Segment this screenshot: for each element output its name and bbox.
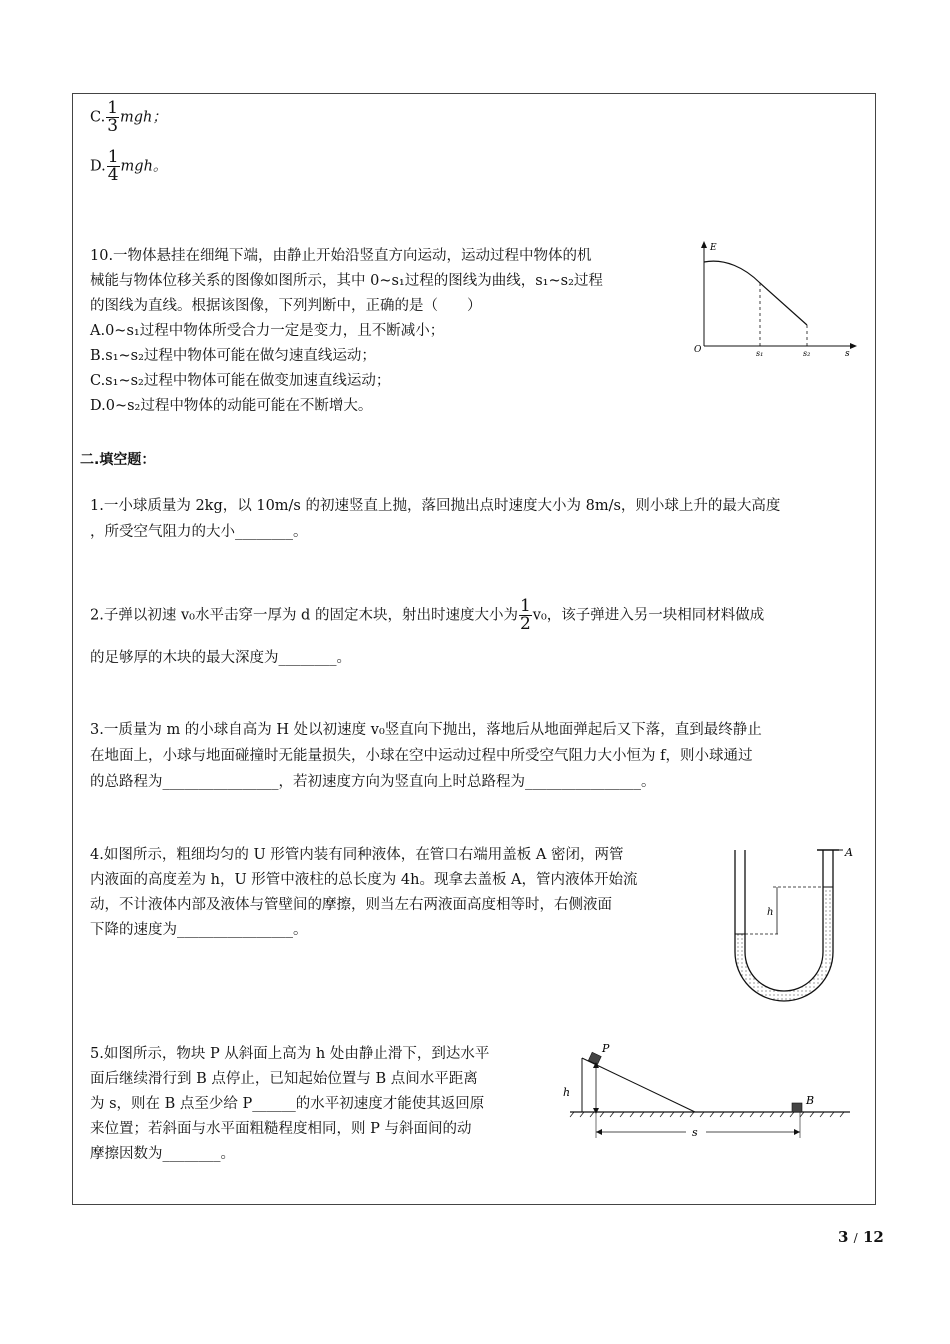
incline-figure xyxy=(560,1040,855,1145)
q10-stem-line2: 械能与物体位移关系的图像如图所示，其中 0~s₁过程的图线为曲线，s₁~s₂过程 xyxy=(90,273,603,289)
incline-label-b: B xyxy=(806,1094,815,1107)
energy-displacement-graph xyxy=(690,238,865,363)
fill2-line1: 2.子弹以初速 v₀水平击穿一厚为 d 的固定木块，射出时速度大小为 $\frac{1}{2}$ v₀，该子弹进入另一块相同材料做成 xyxy=(90,596,765,634)
q10-option-a: A.0~s₁过程中物体所受合力一定是变力，且不断减小； xyxy=(90,323,445,339)
graph-x-label: s xyxy=(845,349,850,359)
fill4-line3: 动，不计液体内部及液体与管壁间的摩擦，则当左右两液面高度相等时，右侧液面 xyxy=(90,897,612,913)
fill5-line3: 为 s，则在 B 点至少给 P______的水平初速度才能使其返回原 xyxy=(90,1096,485,1112)
section-heading-fill-blank: 二.填空题： xyxy=(80,452,156,468)
fill3-line2: 在地面上，小球与地面碰撞时无能量损失，小球在空中运动过程中所受空气阻力大小恒为 f，则小球通过 xyxy=(90,748,753,764)
fill5-line1: 5.如图所示，物块 P 从斜面上高为 h 处由静止滑下，到达水平 xyxy=(90,1046,490,1062)
u-tube-label-a: A xyxy=(845,846,853,859)
q10-option-d: D.0~s₂过程中物体的动能可能在不断增大。 xyxy=(90,398,373,414)
fraction: $\frac{1}{3}$ xyxy=(107,98,119,136)
q9-option-c: C. $\frac{1}{3}$ mgh； xyxy=(90,98,167,136)
fill5-line5: 摩擦因数为________。 xyxy=(90,1146,235,1162)
fill4-line2: 内液面的高度差为 h，U 形管中液柱的总长度为 4h。现拿去盖板 A，管内液体开始流 xyxy=(90,872,638,888)
fill2-line2: 的足够厚的木块的最大深度为________。 xyxy=(90,650,351,666)
page-number: 3 / 12 xyxy=(838,1228,884,1246)
graph-origin-label: O xyxy=(694,345,702,355)
q10-option-b: B.s₁~s₂过程中物体可能在做匀速直线运动； xyxy=(90,348,376,364)
fill4-line1: 4.如图所示，粗细均匀的 U 形管内装有同种液体，在管口右端用盖板 A 密闭，两管 xyxy=(90,847,624,863)
u-tube-figure xyxy=(725,842,865,1002)
fill5-line4: 来位置；若斜面与水平面粗糙程度相同，则 P 与斜面间的动 xyxy=(90,1121,472,1137)
incline-label-p: P xyxy=(602,1042,610,1055)
fill3-line3: 的总路程为________________，若初速度方向为竖直向上时总路程为________________。 xyxy=(90,774,656,790)
fraction: $\frac{1}{2}$ xyxy=(519,596,531,634)
u-tube-label-h: h xyxy=(767,907,774,918)
graph-s1-label: s₁ xyxy=(756,349,764,358)
fill1-line2: ，所受空气阻力的大小________。 xyxy=(90,524,308,540)
q10-stem-line1: 10.一物体悬挂在细绳下端，由静止开始沿竖直方向运动，运动过程中物体的机 xyxy=(90,248,592,264)
incline-label-h: h xyxy=(563,1086,571,1099)
fill1-line1: 1.一小球质量为 2kg，以 10m/s 的初速竖直上抛，落回抛出点时速度大小为 8m/s，则小球上升的最大高度 xyxy=(90,498,781,514)
q10-option-c: C.s₁~s₂过程中物体可能在做变加速直线运动； xyxy=(90,373,391,389)
graph-y-label: E xyxy=(710,243,717,253)
fill5-line2: 面后继续滑行到 B 点停止，已知起始位置与 B 点间水平距离 xyxy=(90,1071,478,1087)
incline-label-s: s xyxy=(692,1126,698,1139)
fraction: $\frac{1}{4}$ xyxy=(107,147,119,185)
fill3-line1: 3.一质量为 m 的小球自高为 H 处以初速度 v₀竖直向下抛出，落地后从地面弹起后又下落，直到最终静止 xyxy=(90,722,762,738)
q9-option-d: D. $\frac{1}{4}$ mgh。 xyxy=(90,147,168,185)
graph-s2-label: s₂ xyxy=(803,349,811,358)
fill4-line4: 下降的速度为________________。 xyxy=(90,922,308,938)
q10-stem-line3: 的图线为直线。根据该图像，下列判断中，正确的是（ ） xyxy=(90,298,482,314)
